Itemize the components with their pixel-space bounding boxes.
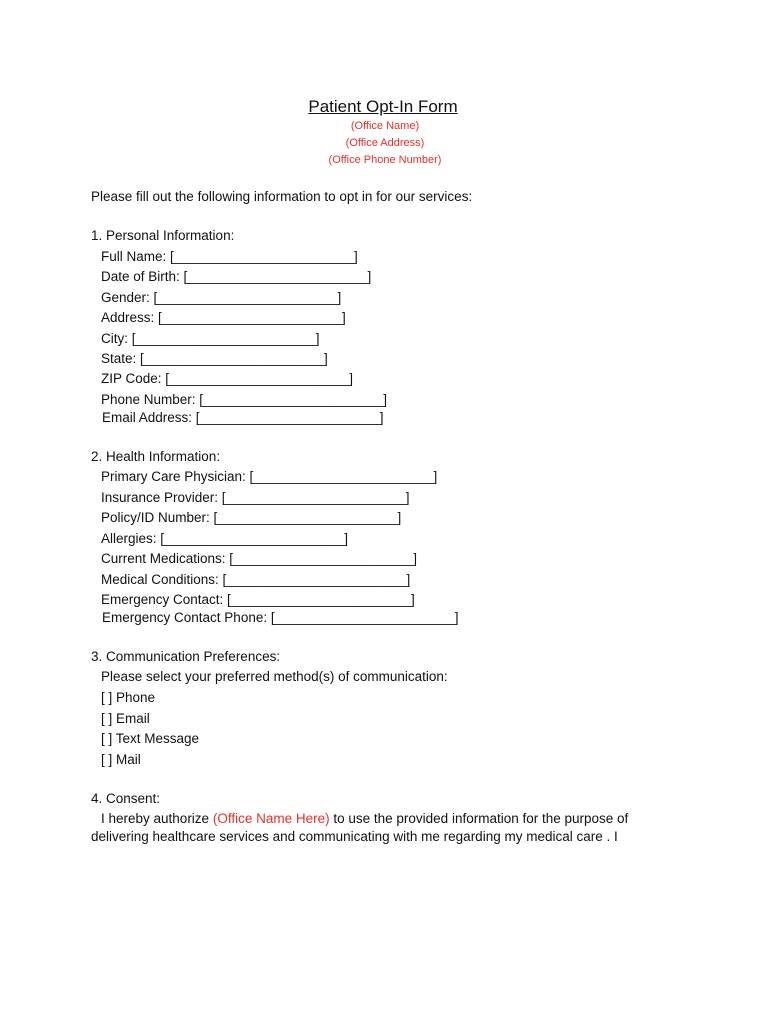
field-city[interactable]: City: [________________________] xyxy=(101,331,320,346)
field-state[interactable]: State: [________________________] xyxy=(101,351,328,366)
field-emergency-contact-phone[interactable]: Emergency Contact Phone: [________________________] xyxy=(102,610,459,625)
field-zip-code[interactable]: ZIP Code: [________________________] xyxy=(101,371,353,386)
consent-text-after: to use the provided information for the purpose of xyxy=(329,811,629,826)
office-phone: (Office Phone Number) xyxy=(328,154,442,166)
consent-line-2: delivering healthcare services and communicating with me regarding my medical care . I xyxy=(91,829,618,844)
intro-text: Please fill out the following information to opt in for our services: xyxy=(91,189,473,204)
office-address: (Office Address) xyxy=(345,137,425,149)
field-phone-number[interactable]: Phone Number: [________________________] xyxy=(101,392,387,407)
personal-heading: 1. Personal Information: xyxy=(91,228,235,243)
communication-prompt: Please select your preferred method(s) of communication: xyxy=(101,669,448,684)
consent-text-before: I hereby authorize xyxy=(101,811,213,826)
field-full-name[interactable]: Full Name: [________________________] xyxy=(101,249,358,264)
field-gender[interactable]: Gender: [________________________] xyxy=(101,290,342,305)
form-title: Patient Opt-In Form xyxy=(308,97,458,116)
field-primary-care-physician[interactable]: Primary Care Physician: [________________________] xyxy=(101,469,438,484)
field-current-medications[interactable]: Current Medications: [________________________] xyxy=(101,551,417,566)
field-emergency-contact[interactable]: Emergency Contact: [________________________] xyxy=(101,592,415,607)
consent-line-1 xyxy=(101,810,628,827)
field-allergies[interactable]: Allergies: [________________________] xyxy=(101,531,348,546)
communication-heading: 3. Communication Preferences: xyxy=(91,649,281,664)
option-email-checkbox[interactable]: [ ] Email xyxy=(101,711,150,726)
health-heading: 2. Health Information: xyxy=(91,449,221,464)
field-insurance-provider[interactable]: Insurance Provider: [________________________] xyxy=(101,490,410,505)
office-name: (Office Name) xyxy=(350,120,420,132)
field-medical-conditions[interactable]: Medical Conditions: [________________________] xyxy=(101,572,411,587)
option-mail-checkbox[interactable]: [ ] Mail xyxy=(101,752,141,767)
field-email-address[interactable]: Email Address: [________________________] xyxy=(102,410,384,425)
field-address[interactable]: Address: [________________________] xyxy=(101,310,346,325)
option-text-message-checkbox[interactable]: [ ] Text Message xyxy=(101,731,200,746)
option-phone-checkbox[interactable]: [ ] Phone xyxy=(101,690,156,705)
consent-office-name: (Office Name Here) xyxy=(212,811,330,826)
field-policy-id[interactable]: Policy/ID Number: [________________________] xyxy=(101,510,402,525)
field-date-of-birth[interactable]: Date of Birth: [________________________] xyxy=(101,269,372,284)
consent-heading: 4. Consent: xyxy=(91,791,161,806)
